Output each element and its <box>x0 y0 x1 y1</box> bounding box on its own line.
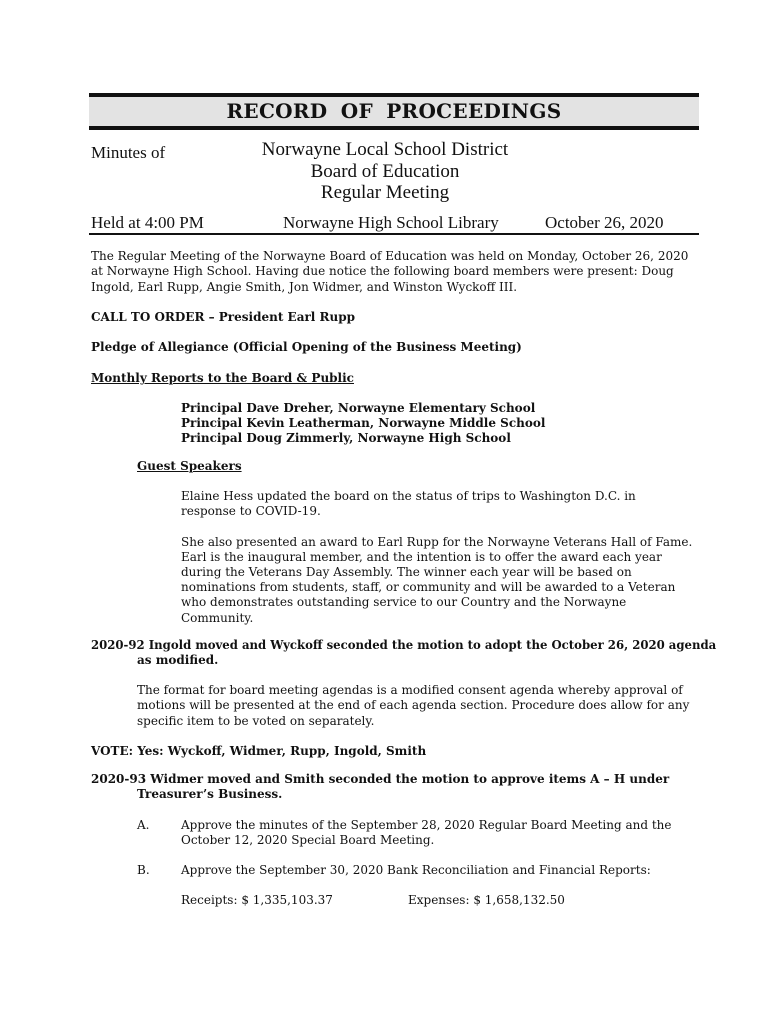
meeting-location: Norwayne High School Library <box>283 213 499 232</box>
call-to-order: CALL TO ORDER – President Earl Rupp <box>91 310 356 324</box>
item-b-letter: B. <box>137 863 150 877</box>
motion-92-body-line-1: The format for board meeting agendas is a modified consent agenda whereby approval of <box>137 683 683 697</box>
meeting-date: October 26, 2020 <box>545 213 664 232</box>
district-title-block <box>240 139 530 204</box>
guest-speakers-heading: Guest Speakers <box>137 459 242 473</box>
principal-high: Principal Doug Zimmerly, Norwayne High School <box>181 431 511 445</box>
pledge-heading: Pledge of Allegiance (Official Opening of the Business Meeting) <box>91 340 522 354</box>
item-b-line-1: Approve the September 30, 2020 Bank Reconciliation and Financial Reports: <box>181 863 651 877</box>
principal-middle: Principal Kevin Leatherman, Norwayne Middle School <box>181 416 546 430</box>
principal-elementary: Principal Dave Dreher, Norwayne Elementary School <box>181 401 536 415</box>
banner-title: RECORD OF PROCEEDINGS <box>226 99 562 123</box>
item-a-line-1: Approve the minutes of the September 28, 2020 Regular Board Meeting and the <box>181 818 672 832</box>
receipts-amount: Receipts: $ 1,335,103.37 <box>181 893 333 907</box>
meeting-type: Regular Meeting <box>320 182 450 203</box>
item-a-letter: A. <box>137 818 150 832</box>
motion-92-body-line-3: specific item to be voted on separately. <box>137 714 375 728</box>
header-rule <box>89 233 699 235</box>
guest-para2-line-4: nominations from students, staff, or community and will be awarded to a Veteran <box>181 580 676 594</box>
record-banner <box>89 93 699 130</box>
intro-line-2: at Norwayne High School. Having due notice the following board members were present: Doug <box>91 264 674 278</box>
guest-para1-line-2: response to COVID-19. <box>181 504 321 518</box>
guest-para2-line-6: Community. <box>181 611 254 625</box>
monthly-reports-heading: Monthly Reports to the Board & Public <box>91 371 354 385</box>
guest-para2-line-3: during the Veterans Day Assembly. The winner each year will be based on <box>181 565 632 579</box>
guest-para1-line-1: Elaine Hess updated the board on the status of trips to Washington D.C. in <box>181 489 636 503</box>
board-name: Board of Education <box>310 160 460 182</box>
motion-92-line-1: 2020-92 Ingold moved and Wyckoff seconded the motion to adopt the October 26, 2020 agenda <box>91 638 717 652</box>
district-name: Norwayne Local School District <box>261 139 509 160</box>
item-a-line-2: October 12, 2020 Special Board Meeting. <box>181 833 435 847</box>
intro-line-1: The Regular Meeting of the Norwayne Board of Education was held on Monday, October 26, 2020 <box>91 249 689 263</box>
guest-para2-line-2: Earl is the inaugural member, and the intention is to offer the award each year <box>181 550 662 564</box>
held-at-label: Held at 4:00 PM <box>91 213 204 232</box>
motion-93-line-1: 2020-93 Widmer moved and Smith seconded the motion to approve items A – H under <box>91 772 670 786</box>
minutes-of-label: Minutes of <box>91 143 166 162</box>
motion-92-body-line-2: motions will be presented at the end of each agenda section. Procedure does allow for any <box>137 698 690 712</box>
vote-line: VOTE: Yes: Wyckoff, Widmer, Rupp, Ingold, Smith <box>91 744 427 758</box>
guest-para2-line-1: She also presented an award to Earl Rupp for the Norwayne Veterans Hall of Fame. <box>181 535 693 549</box>
motion-93-line-2: Treasurer’s Business. <box>137 787 283 801</box>
expenses-amount: Expenses: $ 1,658,132.50 <box>408 893 565 907</box>
motion-92-line-2: as modified. <box>137 653 219 667</box>
intro-line-3: Ingold, Earl Rupp, Angie Smith, Jon Widmer, and Winston Wyckoff III. <box>91 280 518 294</box>
guest-para2-line-5: who demonstrates outstanding service to our Country and the Norwayne <box>181 595 627 609</box>
